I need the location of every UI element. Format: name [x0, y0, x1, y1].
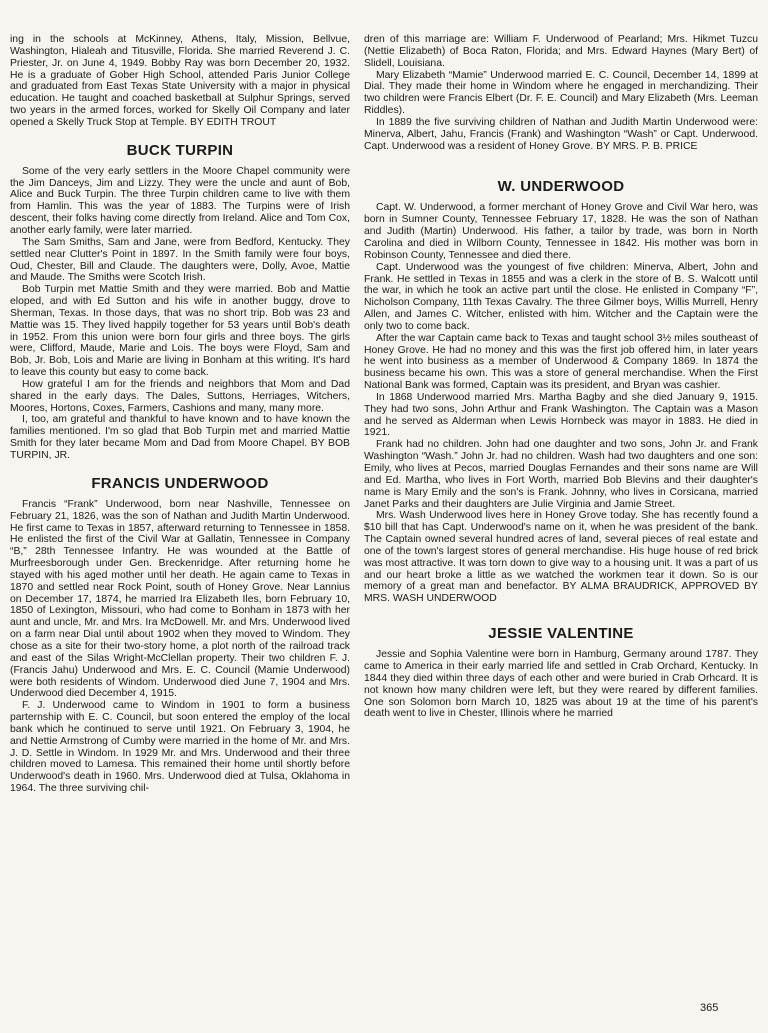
- paragraph: In 1889 the five surviving children of Nathan and Judith Martin Underwood were: Minerva, Albert, Jahu, Francis (Frank) and Washington “Wash” or Capt. Underwood. Capt. Underwood was a resident of Honey Grove. BY MRS. P. B. PRICE: [364, 116, 758, 152]
- paragraph: In 1868 Underwood married Mrs. Martha Bagby and she died January 9, 1915. They had two sons, John Arthur and Frank Washington. The Captain was a Mason and he served as Alderman when Lewis Hornbeck was mayor in 1883. He died in 1921.: [364, 391, 758, 439]
- section-heading-francis-underwood: FRANCIS UNDERWOOD: [91, 474, 269, 492]
- paragraph: The Sam Smiths, Sam and Jane, were from Bedford, Kentucky. They settled near Clutter's Point in 1897. In the Smith family were four boys, Oud, Chester, Bill and Claude. The daughters were, Dolly, Avoe, Mattie and Maude. The Smiths were Scotch Irish.: [10, 236, 350, 284]
- paragraph: Some of the very early settlers in the Moore Chapel community were the Jim Danceys, Jim and Lizzy. They were the uncle and aunt of Bob, Alice and Buck Turpin. The three Turpin children came to live with them from Hamlin. This was the year of 1883. The Turpins were of Irish descent, their folks having come directly from Ireland. Alice and Tom Cox, another early family, were later married.: [10, 165, 350, 236]
- right-column: [364, 34, 758, 720]
- paragraph: Capt. W. Underwood, a former merchant of Honey Grove and Civil War hero, was born in Sumner County, Tennessee February 17, 1828. He was the son of Nathan and Judith (Martin) Underwood. His father, a tailor by trade, was born in North Carolina and died in Wilborn County, Tennessee in 1842. His mother was born in Robinson County, Tennessee and died there.: [364, 202, 758, 261]
- paragraph: Mary Elizabeth “Mamie” Underwood married E. C. Council, December 14, 1899 at Dial. They made their home in Windom where he engaged in merchandizing. Their two children were Francis Elbert (Dr. F. E. Council) and Mary Elizabeth (Mrs. Leeman Riddles).: [364, 69, 758, 117]
- paragraph: How grateful I am for the friends and neighbors that Mom and Dad shared in the early days. The Dales, Suttons, Herriages, Witchers, Moores, Hortons, Coxes, Farmers, Cashions and many, many more.: [10, 378, 350, 414]
- section-heading-w-underwood: W. UNDERWOOD: [497, 178, 625, 196]
- page-number: 365: [700, 1002, 719, 1014]
- paragraph: F. J. Underwood came to Windom in 1901 to form a business parternship with E. C. Council, but soon entered the employ of the local bank which he continued to serve until 1921. On February 3, 1904, he and Nettie Armstrong of Cumby were married in the home of Mr. and Mrs. J. D. Settle in Windom. In 1929 Mr. and Mrs. Underwood and their three children moved to Lamesa. This remained their home until shortly before Underwood's death in 1960. Mrs. Underwood died at Tulsa, Oklahoma in 1964. The three surviving chil-: [10, 700, 350, 795]
- paragraph: Francis “Frank” Underwood, born near Nashville, Tennessee on February 21, 1826, was the son of Nathan and Judith Martin Underwood. He first came to Texas in 1857, afterward returning to Tennessee in 1858. He enlisted the first of the Civil War at Gallatin, Tennessee in Company “B,” 28th Tennessee Infantry. He was wounded at the Battle of Murfreesborough under Gen. Breckenridge. After returning home he stayed with his aged mother until her death. He again came to Texas in 1870 and settled near Rock Point, south of Honey Grove. Near Lannius on December 17, 1874, he married Ira Elizabeth Iles, born February 10, 1850 of Lexington, Missouri, who had come to Bonham in 1873 with her aunt and uncle, Mr. and Mrs. Ira McDowell. Mr. and Mrs. Underwood lived on a farm near Dial until about 1902 when they moved to Windom. They chose as a site for their two-story home, a plot north of the railroad track and east of the Silas Wright-McClellan property. Their two children F. J. (Francis Jahu) Underwood and Mrs. E. C. Council (Mamie Underwood) were both residents of Windom. Underwood died June 7, 1904 and Mrs. Underwood died December 4, 1915.: [10, 498, 350, 700]
- paragraph: I, too, am grateful and thankful to have known and to have known the families mentioned. I'm so glad that Bob Turpin met and married Mattie Smith for they later became Mom and Dad from Moore Chapel. BY BOB TURPIN, JR.: [10, 414, 350, 461]
- paragraph: Mrs. Wash Underwood lives here in Honey Grove today. She has recently found a $10 bill that has Capt. Underwood's name on it, when he was president of the bank. The Captain owned several hundred acres of land, several pieces of real estate and one of the town's largest stores of general merchandise. His huge house of red brick was most attractive. It was torn down to give way to a housing unit. It was a part of us and our heart broke a little as we watched the workmen tear it down. So is our memory of a great man and benefactor. BY ALMA BRAUDRICK, APPROVED BY MRS. WASH UNDERWOOD: [364, 510, 758, 605]
- paragraph: Frank had no children. John had one daughter and two sons, John Jr. and Frank Washington “Wash.” John Jr. had no children. Wash had two daughters and one son: Emily, who lives at Pecos, married Douglas Fernandes and their sons name are Will and Ed. Martha, who lives in Fort Worth, married Bob Blevins and their daughter's name is Mary Emily and the son's is Frank. Johnny, who lives in Corsicana, married Janet Parks and their daughters are Julie Virginia and Jamie Street.: [364, 439, 758, 510]
- paragraph: Jessie and Sophia Valentine were born in Hamburg, Germany around 1787. They came to America in their early married life and settled in Crab Orchard, Kentucky. In 1844 they died within three days of each other and were buried in Crab Orhcard. It is not known how many children were left, but they were reared by different families. One son Solomon born March 10, 1825 was about 19 at the time of his parent's death went to live in Chester, Illinois where he married: [364, 649, 758, 720]
- section-heading-jessie-valentine: JESSIE VALENTINE: [488, 625, 634, 643]
- paragraph: Capt. Underwood was the youngest of five children: Minerva, Albert, John and Frank. He settled in Texas in 1855 and was a clerk in the store of B. S. Walcott until the war, in which he took an active part until the close. He enlisted in Company “F”, Nicholson Company, 11th Texas Cavalry. The three Gilmer boys, Willis Murrell, Henry Allen, and James C. Witcher, enlisted with him. Witcher and the Captain were the only two to come back.: [364, 261, 758, 332]
- left-column: [10, 34, 350, 795]
- paragraph: After the war Captain came back to Texas and taught school 3½ miles southeast of Honey Grove. He had no money and this was the first job offered him, in later years he went into business as a member of Underwood & Company 1869. In 1874 the business became his own. This was a store of general merchandise. When the First National Bank was formed, Captain was its president, and Bryan was cashier.: [364, 332, 758, 392]
- continued-paragraph: ing in the schools at McKinney, Athens, Italy, Mission, Bellvue, Washington, Hialeah and Titusville, Florida. She married Reverend J. C. Priester, Jr. on June 4, 1949. Bobby Ray was born December 20, 1932. He is a graduate of Gober High School, attended Paris Junior College and graduated from East Texas State University with a major in physical education. He taught and coached basketball at Sulphur Springs, served two years in the armed forces, worked for Skelly Oil Company and later opened a Skelly Truck Stop at Temple. BY EDITH TROUT: [10, 34, 350, 128]
- continued-paragraph: dren of this marriage are: William F. Underwood of Pearland; Mrs. Hikmet Tuzcu (Nettie Elizabeth) of Boca Raton, Florida; and Mrs. Edward Haynes (Mary Bert) of Slidell, Louisiana.: [364, 34, 758, 69]
- section-heading-buck-turpin: BUCK TURPIN: [126, 141, 234, 159]
- paragraph: Bob Turpin met Mattie Smith and they were married. Bob and Mattie eloped, and with Ed Sutton and his wife in another buggy, drove to Sherman, Texas. In those days, that was no short trip. Bob was 23 and Mattie was 15. They lived happily together for 53 years until Bob's death in 1952. From this union were born four girls and three boys. The girls were, Clifford, Maude, Marie and Lois. The boys were Floyd, Sam and Bob, Jr. Bob, Lois and Marie are living in Bonham at this writing. It's hard to leave this county but easy to come back.: [10, 284, 350, 379]
